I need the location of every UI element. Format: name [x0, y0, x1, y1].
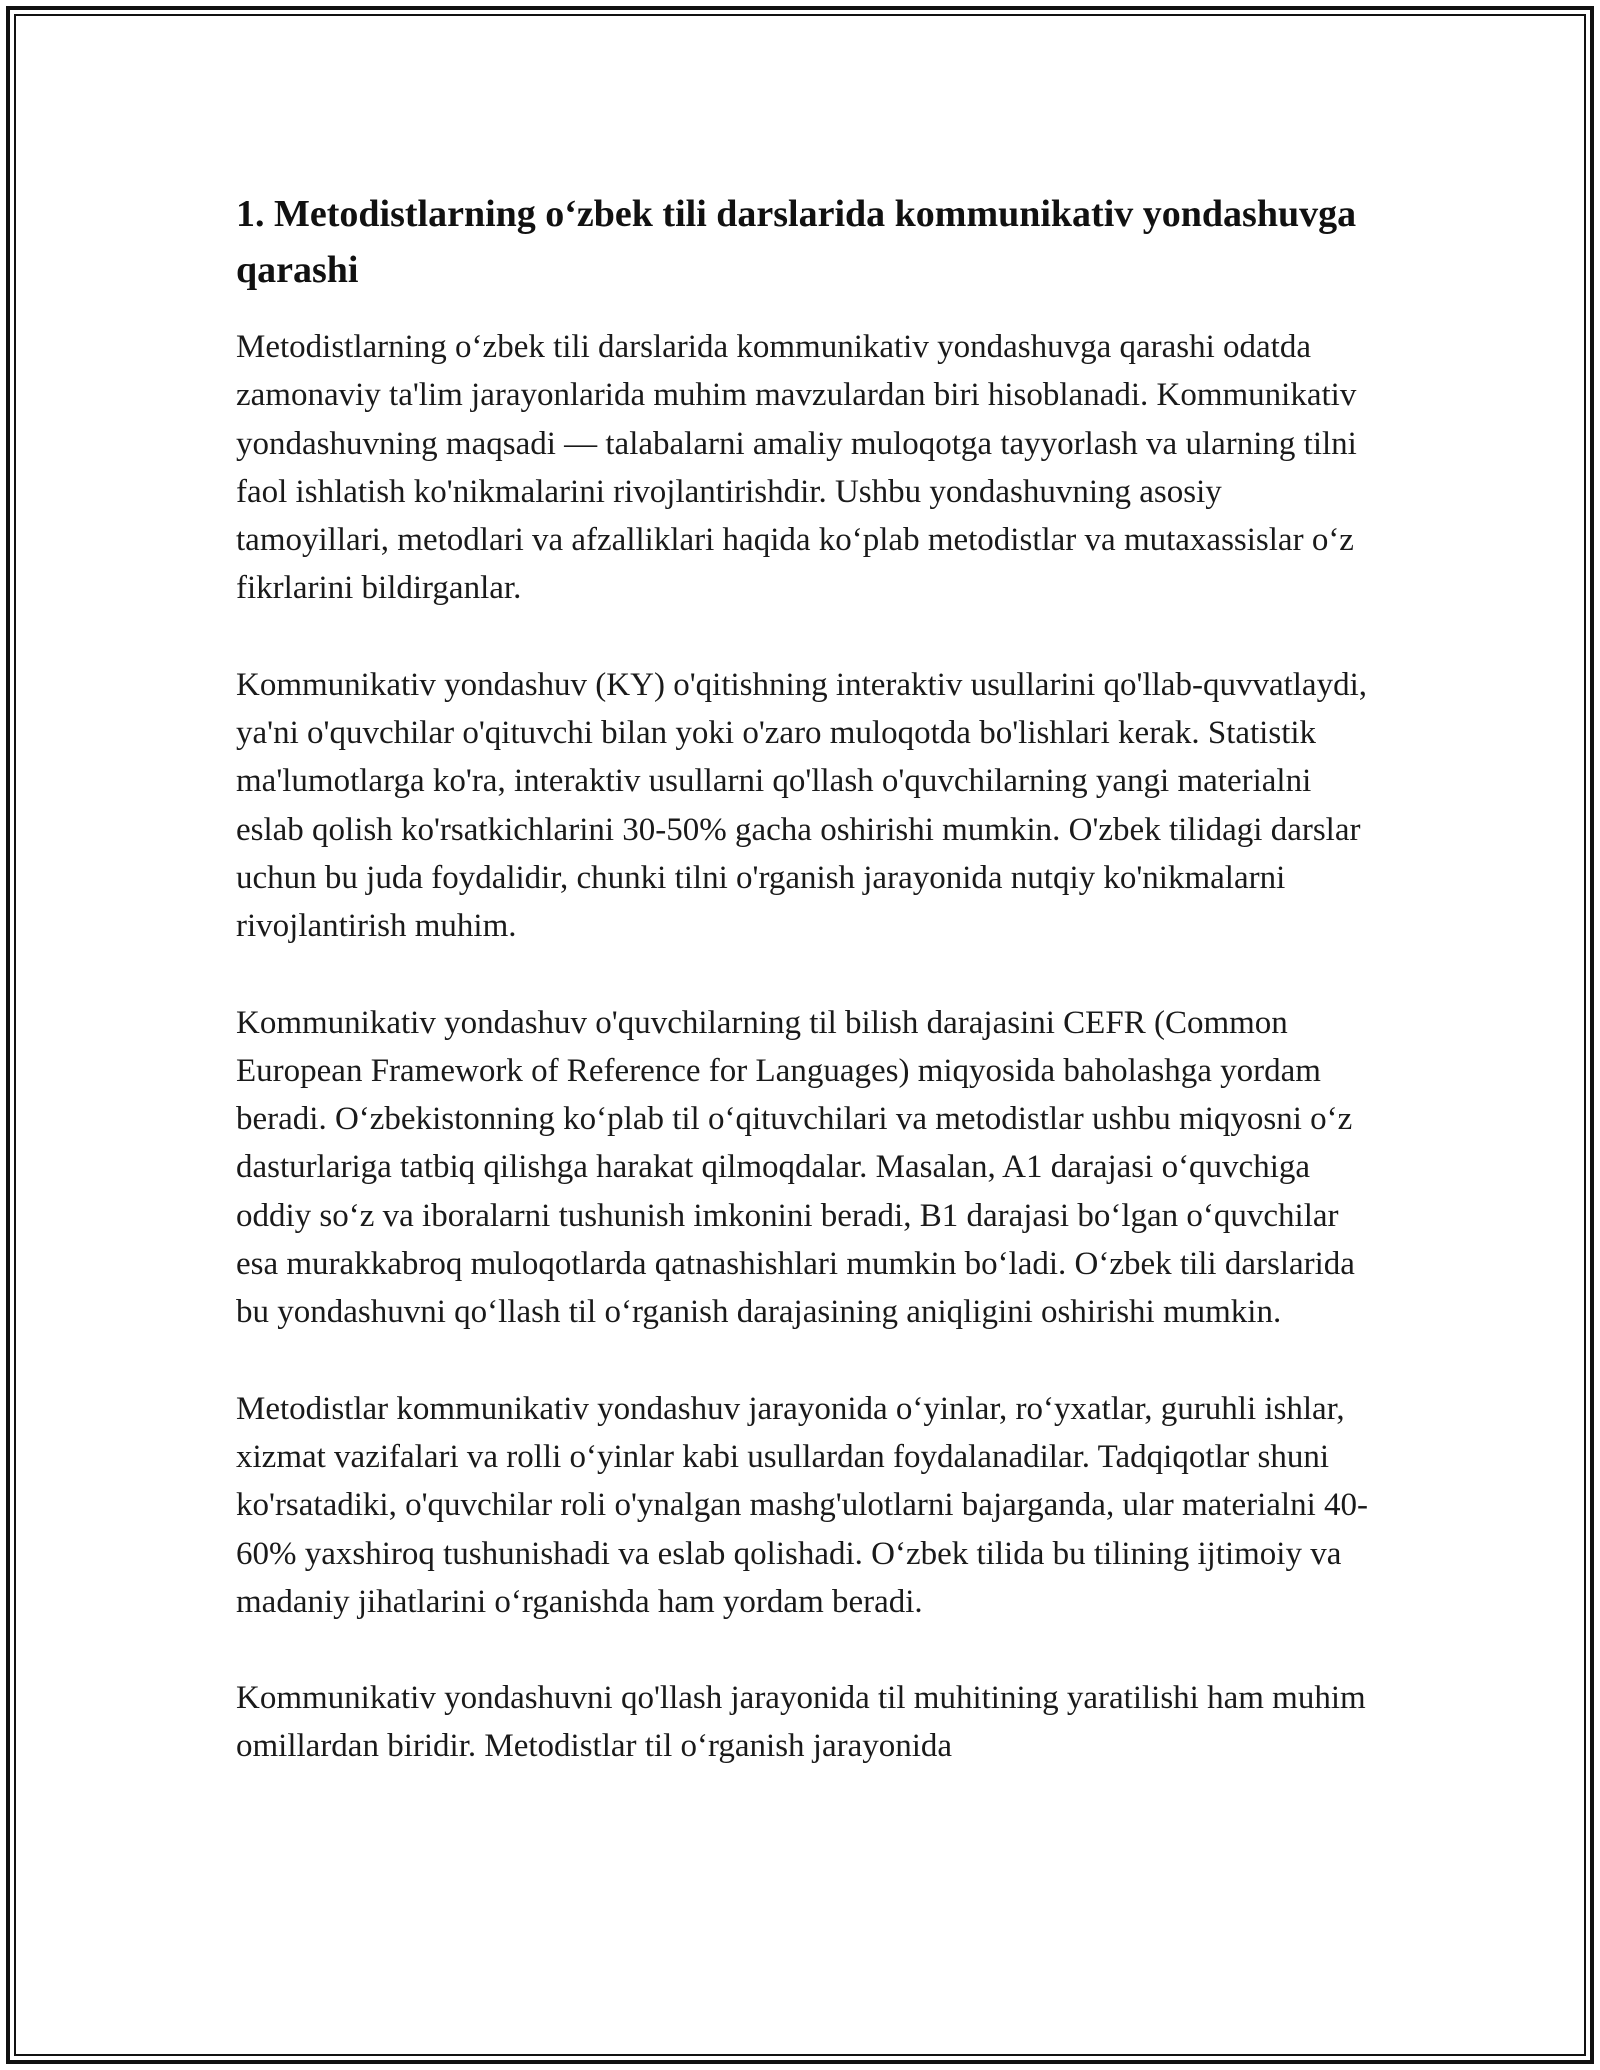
paragraph-4: Metodistlar kommunikativ yondashuv jarayonida o‘yinlar, ro‘yxatlar, guruhli ishlar, xizmat vazifalari va rolli o‘yinlar kabi usullardan foydalanadilar. Tadqiqotlar shuni ko'rsatadiki, o'quvchilar roli o'ynalgan mashg'ulotlarni bajarganda, ular materialni 40-60% yaxshiroq tushunishadi va eslab qolishadi. O‘zbek tilida bu tilining ijtimoiy va madaniy jihatlarini o‘rganishda ham yordam beradi.: [236, 1390, 1369, 1620]
paragraph-1: Metodistlarning o‘zbek tili darslarida kommunikativ yondashuvga qarashi odatda zamonaviy ta'lim jarayonlarida muhim mavzulardan biri hisoblanadi. Kommunikativ yondashuvning maqsadi — talabalarni amaliy muloqotga tayyorlash va ularning tilni faol ishlatish ko'nikmalarini rivojlantirishdir. Ushbu yondashuvning asosiy tamoyillari, metodlari va afzalliklari haqida ko‘plab metodistlar va mutaxassislar o‘z fikrlarini bildirganlar.: [236, 329, 1357, 607]
paragraph-3: Kommunikativ yondashuv o'quvchilarning til bilish darajasini CEFR (Common European Framework of Reference for Languages) miqyosida baholashga yordam beradi. O‘zbekistonning ko‘plab til o‘qituvchilari va metodistlar ushbu miqyosni o‘z dasturlariga tatbiq qilishga harakat qilmoqdalar. Masalan, A1 darajasi o‘quvchiga oddiy so‘z va iboralarni tushunish imkonini beradi, B1 darajasi bo‘lgan o‘quvchilar esa murakkabroq muloqotlarda qatnashishlari mumkin bo‘ladi. O‘zbek tili darslarida bu yondashuvni qo‘llash til o‘rganish darajasining aniqligini oshirishi mumkin.: [236, 1004, 1355, 1331]
paragraph-5: Kommunikativ yondashuvni qo'llash jarayonida til muhitining yaratilishi ham muhim omillardan biridir. Metodistlar til o‘rganish jarayonida: [236, 1680, 1366, 1765]
document-body: [236, 186, 1372, 1819]
paragraph-2: Kommunikativ yondashuv (KY) o'qitishning interaktiv usullarini qo'llab-quvvatlaydi, ya'ni o'quvchilar o'qituvchi bilan yoki o'zaro muloqotda bo'lishlari kerak. Statistik ma'lumotlarga ko'ra, interaktiv usullarni qo'llash o'quvchilarning yangi materialni eslab qolish ko'rsatkichlarini 30-50% gacha oshirishi mumkin. O'zbek tilidagi darslar uchun bu juda foydalidir, chunki tilni o'rganish jarayonida nutqiy ko'nikmalarni rivojlantirish muhim.: [236, 666, 1367, 945]
section-heading: 1. Metodistlarning o‘zbek tili darslarida kommunikativ yondashuvga qarashi: [236, 193, 1357, 291]
